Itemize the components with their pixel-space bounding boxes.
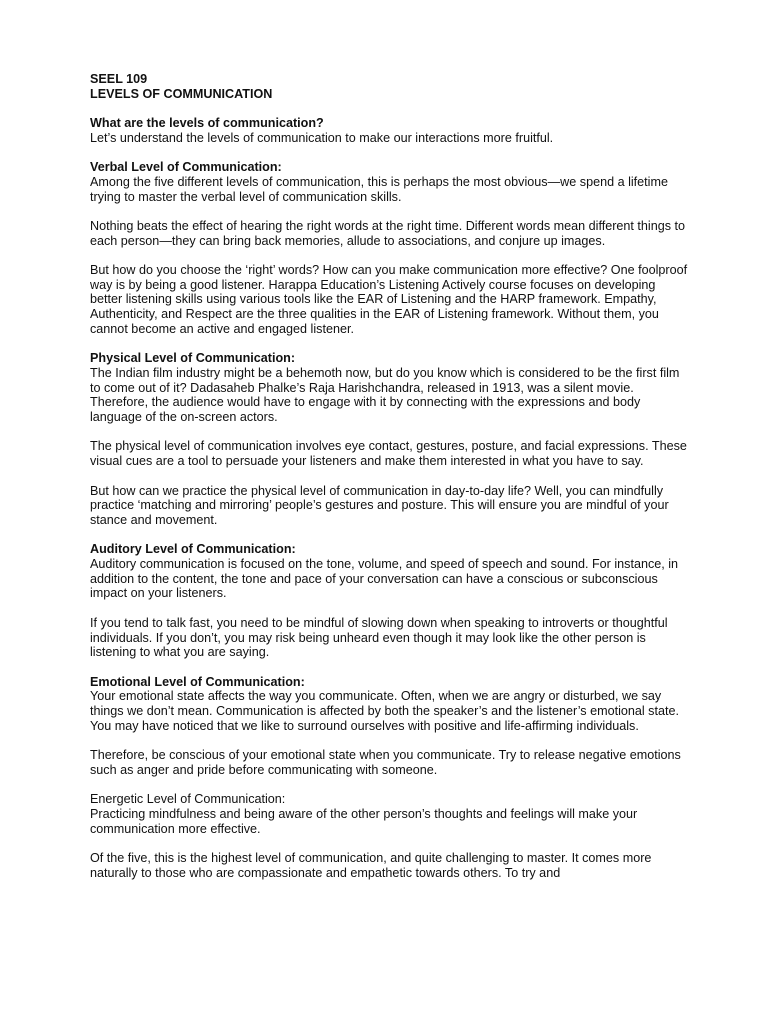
- section-energetic: [90, 792, 690, 836]
- section-paragraph: Therefore, be conscious of your emotional state when you communicate. Try to release negative emotions such as anger and pride before communicating with someone.: [90, 748, 681, 777]
- section-auditory: [90, 542, 690, 601]
- section-physical: [90, 351, 690, 425]
- section-paragraph: Among the five different levels of communication, this is perhaps the most obvious—we spend a lifetime trying to master the verbal level of communication skills.: [90, 174, 668, 204]
- section-paragraph: Your emotional state affects the way you communicate. Often, when we are angry or disturbed, we say things we don’t mean. Communication is affected by both the speaker’s and the listener’s emotional state. You may have noticed that we like to surround ourselves with positive and life-affirming individuals.: [90, 689, 679, 733]
- section-paragraph: But how do you choose the ‘right’ words? How can you make communication more effective? One foolproof way is by being a good listener. Harappa Education’s Listening Actively course focuses on developing better listening skills using various tools like the EAR of Listening and the HARP framework. Empathy, Authenticity, and Respect are the three qualities in the EAR of Listening framework. Without them, you cannot become an active and engaged listener.: [90, 263, 688, 336]
- section-heading: Energetic Level of Communication:: [90, 792, 286, 807]
- section-heading: Verbal Level of Communication:: [90, 160, 282, 175]
- section-paragraph: Of the five, this is the highest level of communication, and quite challenging to master. It comes more naturally to those who are compassionate and empathetic towards others. To try and: [90, 851, 652, 880]
- section-heading: What are the levels of communication?: [90, 116, 324, 131]
- document-title: LEVELS OF COMMUNICATION: [90, 86, 273, 101]
- section-paragraph: If you tend to talk fast, you need to be mindful of slowing down when speaking to introverts or thoughtful individuals. If you don’t, you may risk being unheard even though it may look like the other person is listening to what you are saying.: [90, 615, 668, 660]
- section-paragraph: But how can we practice the physical level of communication in day-to-day life? Well, you can mindfully practice ‘matching and mirroring’ people’s gestures and posture. This will ensure you are mindful of your stance and movement.: [90, 483, 669, 527]
- section-heading: Auditory Level of Communication:: [90, 542, 296, 557]
- section-intro: [90, 116, 690, 145]
- section-paragraph: Let’s understand the levels of communication to make our interactions more fruitful.: [90, 130, 554, 145]
- document-header: [90, 72, 690, 101]
- section-paragraph: The physical level of communication involves eye contact, gestures, posture, and facial expressions. These visual cues are a tool to persuade your listeners and make them interested in what you have to say.: [90, 439, 687, 469]
- section-paragraph: The Indian film industry might be a behemoth now, but do you know which is considered to be the first film to come out of it? Dadasaheb Phalke’s Raja Harishchandra, released in 1913, was a silent movie. Therefore, the audience would have to engage with it by connecting with the expressions and body language of the on-screen actors.: [90, 365, 680, 425]
- section-heading: Emotional Level of Communication:: [90, 674, 305, 689]
- section-paragraph: Practicing mindfulness and being aware of the other person’s thoughts and feelings will make your communication more effective.: [90, 806, 638, 836]
- section-paragraph: Nothing beats the effect of hearing the right words at the right time. Different words mean different things to each person—they can bring back memories, allude to associations, and conjure up images.: [90, 218, 686, 248]
- section-verbal: [90, 160, 690, 204]
- document-body: [90, 72, 690, 895]
- section-heading: Physical Level of Communication:: [90, 351, 296, 366]
- section-paragraph: Auditory communication is focused on the tone, volume, and speed of speech and sound. For instance, in addition to the content, the tone and pace of your conversation can have a conscious or subconscious impact on your listeners.: [90, 557, 679, 601]
- course-code: SEEL 109: [90, 72, 148, 86]
- section-emotional: [90, 675, 690, 734]
